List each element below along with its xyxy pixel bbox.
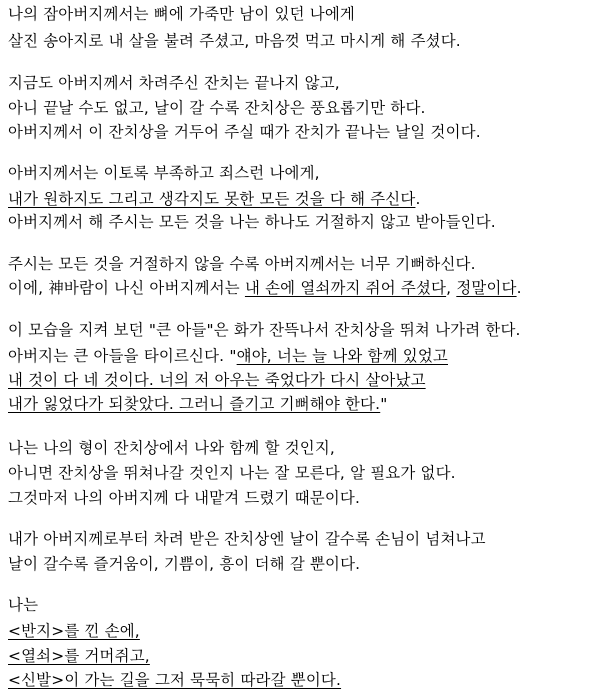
text-line [8,31,461,51]
underlined-text: 내 것이 다 네 것이다. 너의 저 아우는 죽었다가 다시 살아났고 [8,371,426,389]
text-line [8,438,335,458]
text-line [8,646,150,666]
text-segment: 나는 [8,596,39,614]
text-line [8,370,426,390]
text-line [8,394,388,414]
text-segment: 아니 끝날 수도 없고, 날이 갈 수록 잔치상은 풍요롭기만 하다. [8,99,426,117]
text-line [8,122,481,142]
text-segment: . [516,279,522,297]
text-segment: 그것마저 나의 아버지께 다 내맡겨 드렸기 때문이다. [8,489,361,507]
text-line [8,73,340,93]
text-line [8,189,421,209]
underlined-text: <열쇠>를 거머쥐고, [8,647,150,665]
text-segment: " [380,395,388,413]
underlined-text: 내가 잃었다가 되찾았다. 그러니 즐기고 기뻐해야 한다. [8,395,381,413]
text-segment: 아버지께서는 이토록 부족하고 죄스런 나에게, [8,164,320,182]
text-line [8,488,360,508]
text-segment: 지금도 아버지께서 차려주신 잔치는 끝나지 않고, [8,74,340,92]
underlined-text: <신발>이 가는 길을 그저 묵묵히 따라갈 뿐이다. [8,671,342,689]
text-segment: 날이 갈수록 즐거움이, 기쁨이, 흥이 더해 갈 뿐이다. [8,555,361,573]
text-segment: 나는 나의 형이 잔치상에서 나와 함께 할 것인지, [8,439,336,457]
underlined-text: 얘야, 너는 늘 나와 함께 있었고 [236,347,448,365]
text-line [8,4,355,24]
text-line [8,670,341,690]
text-segment: 아버지께서 해 주시는 모든 것을 나는 하나도 거절하지 않고 받아들인다. [8,213,496,231]
text-line [8,98,426,118]
text-segment: 이 모습을 지켜 보던 "큰 아들"은 화가 잔뜩나서 잔치상을 뛰쳐 나가려 한다. [8,321,521,339]
text-line [8,320,521,340]
text-line [8,212,496,232]
text-line [8,463,456,483]
text-line [8,278,522,298]
underlined-text: <반지>를 낀 손에, [8,622,140,640]
text-segment: 나의 잠아버지께서는 뼈에 가죽만 남이 있던 나에게 [8,5,355,23]
text-line [8,346,448,366]
text-segment: . [415,190,421,208]
underlined-text: 내가 원하지도 그리고 생각지도 못한 모든 것을 다 해 주신다 [8,190,416,208]
text-segment: 아니면 잔치상을 뛰쳐나갈 것인지 나는 잘 모른다, 알 필요가 없다. [8,464,456,482]
text-segment: 내가 아버지께로부터 차려 받은 잔치상엔 날이 갈수록 손님이 넘쳐나고 [8,530,486,548]
text-segment: 이에, 神바람이 나신 아버지께서는 [8,279,245,297]
text-segment: , [446,279,457,297]
underlined-text: 정말이다 [456,279,517,297]
text-segment: 아버지는 큰 아들을 타이르신다. " [8,347,237,365]
text-line [8,529,486,549]
underlined-text: 내 손에 열쇠까지 쥐어 주셨다 [244,279,447,297]
text-line [8,595,38,615]
text-line [8,163,320,183]
text-segment: 주시는 모든 것을 거절하지 않을 수록 아버지께서는 너무 기뻐하신다. [8,255,476,273]
text-line [8,554,360,574]
text-line [8,254,476,274]
text-segment: 살진 송아지로 내 살을 불려 주셨고, 마음껏 먹고 마시게 해 주셨다. [8,32,461,50]
text-line [8,621,140,641]
text-segment: 아버지께서 이 잔치상을 거두어 주실 때가 잔치가 끝나는 날일 것이다. [8,123,481,141]
